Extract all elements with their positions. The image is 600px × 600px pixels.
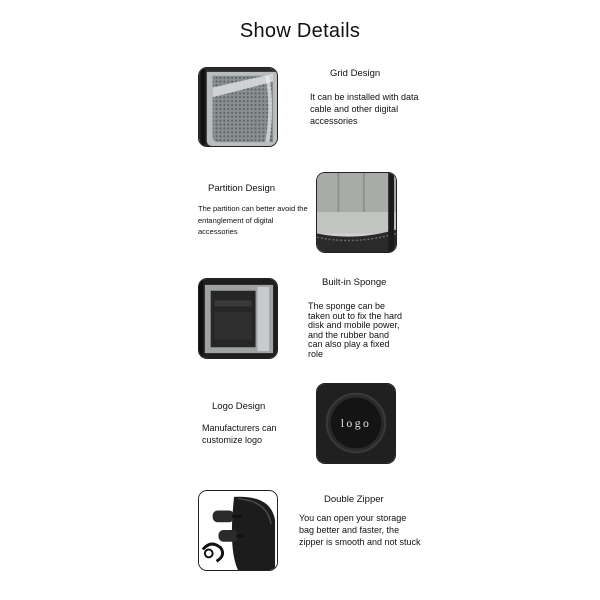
logo-design-photo [316,383,396,464]
built-in-sponge-photo [198,278,278,359]
grid-design-description: It can be installed with data cable and other digital accessories [310,92,419,126]
partition-design-photo [316,172,397,253]
partition-design-description: The partition can better avoid the entanglement of digital accessories [198,204,308,236]
built-in-sponge-heading: Built-in Sponge [322,277,387,288]
logo-text: logo [340,416,372,430]
grid-design-photo [198,67,278,147]
built-in-sponge-description: The sponge can be taken out to fix the hard disk and mobile power, and the rubber band can also play a fixed role [308,301,403,359]
double-zipper-heading: Double Zipper [324,494,384,505]
partition-design-heading: Partition Design [208,183,276,194]
logo-design-description: Manufacturers can customize logo [202,423,277,445]
grid-design-heading: Grid Design [330,68,381,79]
page-title: Show Details [239,20,361,42]
double-zipper-photo [198,490,278,571]
double-zipper-description: You can open your storage bag better and faster, the zipper is smooth and not stuck [299,513,421,547]
logo-design-heading: Logo Design [212,401,266,412]
